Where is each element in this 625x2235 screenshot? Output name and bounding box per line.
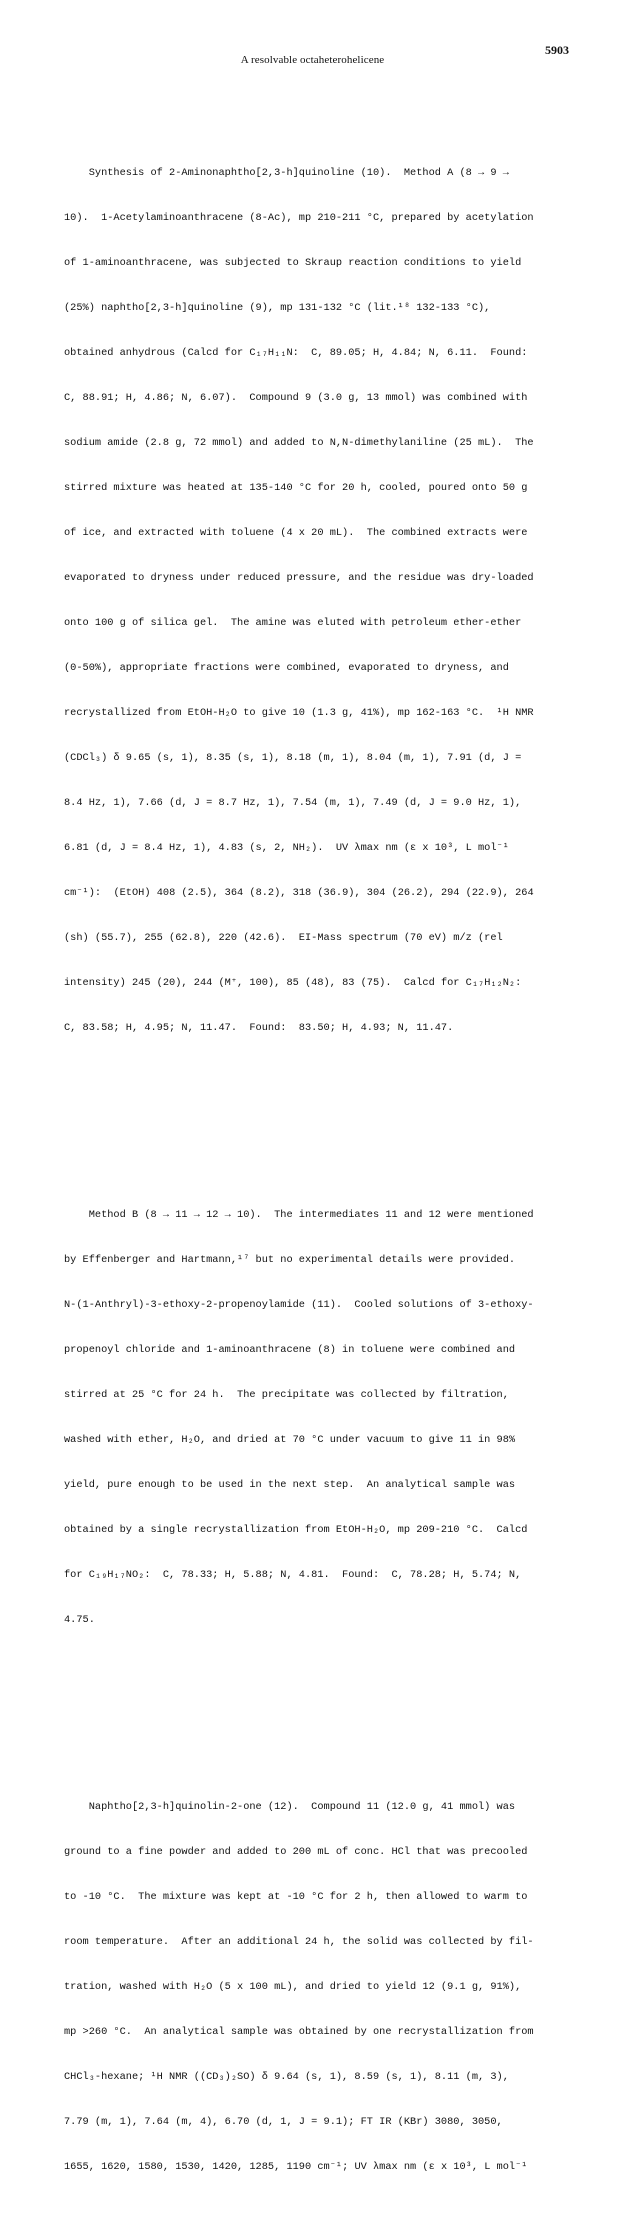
text-line: 6.81 (d, J = 8.4 Hz, 1), 4.83 (s, 2, NH₂). UV λmax nm (ε x 10³, L mol⁻¹ (64, 842, 509, 854)
text-line: of ice, and extracted with toluene (4 x 20 mL). The combined extracts were (64, 527, 528, 539)
text-line: obtained by a single recrystallization from EtOH-H₂O, mp 209-210 °C. Calcd (64, 1524, 528, 1536)
text-line: by Effenberger and Hartmann,¹⁷ but no experimental details were provided. (64, 1254, 516, 1266)
text-line: yield, pure enough to be used in the next step. An analytical sample was (64, 1479, 516, 1491)
text-line: stirred at 25 °C for 24 h. The precipitate was collected by filtration, (64, 1389, 509, 1401)
text-line: ground to a fine powder and added to 200 mL of conc. HCl that was precooled (64, 1846, 528, 1858)
text-line: stirred mixture was heated at 135-140 °C for 20 h, cooled, poured onto 50 g (64, 482, 528, 494)
text-line: C, 83.58; H, 4.95; N, 11.47. Found: 83.50; H, 4.93; N, 11.47. (64, 1022, 454, 1034)
text-line: N-(1-Anthryl)-3-ethoxy-2-propenoylamide (11). Cooled solutions of 3-ethoxy- (64, 1299, 534, 1311)
text-line: 1655, 1620, 1580, 1530, 1420, 1285, 1190 cm⁻¹; UV λmax nm (ε x 10³, L mol⁻¹ (64, 2161, 528, 2173)
section-method-b (64, 1178, 618, 1658)
text-line: Method B (8 → 11 → 12 → 10). The intermediates 11 and 12 were mentioned (64, 1209, 534, 1221)
text-line: onto 100 g of silica gel. The amine was eluted with petroleum ether-ether (64, 617, 522, 629)
text-line: Synthesis of 2-Aminonaphtho[2,3-h]quinoline (10). Method A (8 → 9 → (64, 167, 509, 179)
text-line: obtained anhydrous (Calcd for C₁₇H₁₁N: C, 89.05; H, 4.84; N, 6.11. Found: (64, 347, 528, 359)
text-line: intensity) 245 (20), 244 (M⁺, 100), 85 (48), 83 (75). Calcd for C₁₇H₁₂N₂: (64, 977, 522, 989)
page-number: 5903 (545, 43, 569, 57)
text-line: 8.4 Hz, 1), 7.66 (d, J = 8.7 Hz, 1), 7.54 (m, 1), 7.49 (d, J = 9.0 Hz, 1), (64, 797, 522, 809)
running-title: A resolvable octaheterohelicene (240, 54, 385, 66)
text-line: (25%) naphtho[2,3-h]quinoline (9), mp 131-132 °C (lit.¹⁸ 132-133 °C), (64, 302, 491, 314)
text-line: room temperature. After an additional 24 h, the solid was collected by fil- (64, 1936, 534, 1948)
text-line: propenoyl chloride and 1-aminoanthracene (8) in toluene were combined and (64, 1344, 516, 1356)
text-line: 7.79 (m, 1), 7.64 (m, 4), 6.70 (d, 1, J = 9.1); FT IR (KBr) 3080, 3050, (64, 2116, 503, 2128)
text-line: C, 88.91; H, 4.86; N, 6.07). Compound 9 (3.0 g, 13 mmol) was combined with (64, 392, 528, 404)
text-line: (0-50%), appropriate fractions were combined, evaporated to dryness, and (64, 662, 509, 674)
text-line: (sh) (55.7), 255 (62.8), 220 (42.6). EI-Mass spectrum (70 eV) m/z (rel (64, 932, 503, 944)
text-line: tration, washed with H₂O (5 x 100 mL), and dried to yield 12 (9.1 g, 91%), (64, 1981, 522, 1993)
paragraph-gap (64, 1111, 618, 1133)
article-body (64, 106, 618, 2235)
text-line: 10). 1-Acetylaminoanthracene (8-Ac), mp 210-211 °C, prepared by acetylation (64, 212, 534, 224)
text-line: recrystallized from EtOH-H₂O to give 10 (1.3 g, 41%), mp 162-163 °C. ¹H NMR (64, 707, 534, 719)
section-aminonaphthoquinoline-method-a (64, 136, 618, 1066)
text-line: CHCl₃-hexane; ¹H NMR ((CD₃)₂SO) δ 9.64 (s, 1), 8.59 (s, 1), 8.11 (m, 3), (64, 2071, 509, 2083)
text-line: cm⁻¹): (EtOH) 408 (2.5), 364 (8.2), 318 (36.9), 304 (26.2), 294 (22.9), 264 (64, 887, 534, 899)
text-line: Naphtho[2,3-h]quinolin-2-one (12). Compound 11 (12.0 g, 41 mmol) was (64, 1801, 516, 1813)
section-naphthoquinolinone (64, 1770, 618, 2205)
text-line: evaporated to dryness under reduced pressure, and the residue was dry-loaded (64, 572, 534, 584)
text-line: for C₁₉H₁₇NO₂: C, 78.33; H, 5.88; N, 4.81. Found: C, 78.28; H, 5.74; N, (64, 1569, 522, 1581)
text-line: of 1-aminoanthracene, was subjected to Skraup reaction conditions to yield (64, 257, 522, 269)
paragraph-gap (64, 1703, 618, 1725)
text-line: (CDCl₃) δ 9.65 (s, 1), 8.35 (s, 1), 8.18 (m, 1), 8.04 (m, 1), 7.91 (d, J = (64, 752, 522, 764)
text-line: mp >260 °C. An analytical sample was obtained by one recrystallization from (64, 2026, 534, 2038)
text-line: sodium amide (2.8 g, 72 mmol) and added to N,N-dimethylaniline (25 mL). The (64, 437, 534, 449)
text-line: washed with ether, H₂O, and dried at 70 °C under vacuum to give 11 in 98% (64, 1434, 516, 1446)
text-line: to -10 °C. The mixture was kept at -10 °C for 2 h, then allowed to warm to (64, 1891, 528, 1903)
text-line: 4.75. (64, 1614, 95, 1626)
